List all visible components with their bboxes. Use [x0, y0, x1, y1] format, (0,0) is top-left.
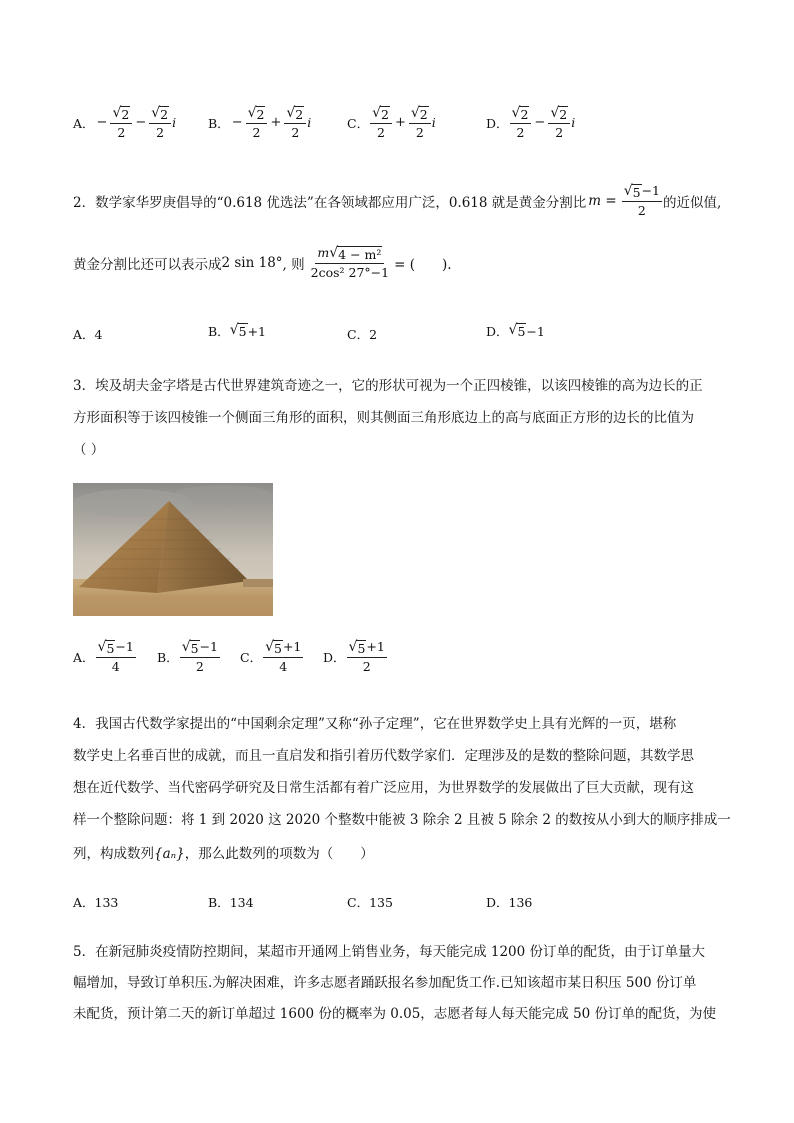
operator: − [534, 115, 546, 131]
q4-line-5: 列，构成数列{aₙ}，那么此数列的项数为（ ） [73, 846, 374, 862]
fraction: √ 2 2 [149, 106, 171, 140]
q3-line-2: 方形面积等于该四棱锥一个侧面三角形的面积，则其侧面三角形底边上的高与底面正方形的边长的比值为 [73, 410, 694, 426]
q2-line-1 [73, 184, 721, 218]
q1-option-d [486, 106, 575, 140]
q3-option-a: A． √ 5 −1 4 [73, 639, 134, 675]
q3-option-b: B． √ 5 −1 2 [157, 639, 218, 675]
sign: − [231, 115, 243, 131]
q2-option-a: A． 4 [73, 326, 103, 342]
sequence-symbol: {aₙ} [154, 846, 185, 862]
q1-option-c [347, 106, 436, 140]
q4-line-3: 想在近代数学、当代密码学研究及日常生活都有着广泛应用，为世界数学的发展做出了巨大贡献，现有这 [73, 780, 694, 796]
imag-unit: i [307, 115, 312, 131]
m-equals: m = [588, 192, 617, 209]
expression-fraction: m √ 4 − m² 2cos² 27°−1 [310, 245, 390, 281]
q2-option-d: D． √ 5 −1 [486, 322, 545, 340]
q1-option-a [73, 106, 176, 140]
q4-option-c: C． 135 [347, 894, 393, 910]
fraction: √ 2 2 [284, 106, 306, 140]
q2-option-b: B． √ 5 +1 [208, 322, 266, 340]
imag-unit: i [431, 115, 436, 131]
sign: − [96, 115, 108, 131]
q5-line-1: 5．在新冠肺炎疫情防控期间，某超市开通网上销售业务，每天能完成 1200 份订单的配货，由于订单量大 [73, 944, 706, 960]
q4-option-a: A． 133 [73, 894, 119, 910]
q4-line-1: 4．我国古代数学家提出的“中国剩余定理”又称“孙子定理”，它在世界数学史上具有光辉的一页，堪称 [73, 716, 677, 732]
pyramid-image [73, 483, 273, 616]
q2-line-2 [73, 246, 452, 280]
q2-text-tail: 的近似值, [663, 194, 722, 211]
fraction: √ 2 2 [510, 106, 532, 140]
q4-option-b: B． 134 [208, 894, 254, 910]
q2-text: 黄金分割比还可以表示成 [73, 256, 222, 273]
q2-text: 2．数学家华罗庚倡导的“0.618 优选法”在各领域都应用广泛，0.618 就是黄金分割比 [73, 194, 587, 211]
q4-line-4: 样一个整除问题：将 1 到 2020 这 2020 个整数中能被 3 除余 2 且被 5 除余 2 的数按从小到大的顺序排成一 [73, 812, 731, 828]
option-label: D． [486, 115, 509, 131]
fraction: √ 2 2 [110, 106, 132, 140]
q4-option-d: D． 136 [486, 894, 533, 910]
q2-option-c: C． 2 [347, 326, 378, 342]
imag-unit: i [172, 115, 177, 131]
operator: + [394, 115, 406, 131]
q3-line-3: （ ） [73, 442, 105, 458]
q2-text: , 则 [282, 256, 305, 273]
fraction: √ 2 2 [548, 106, 570, 140]
pyramid-photo [73, 483, 273, 616]
operator: − [135, 115, 147, 131]
q3-option-c: C． √ 5 +1 4 [240, 639, 302, 675]
q1-option-b [208, 106, 311, 140]
q5-line-3: 未配货，预计第二天的新订单超过 1600 份的概率为 0.05，志愿者每人每天能完成 50 份订单的配货，为使 [73, 1006, 717, 1022]
option-label: B． [208, 115, 230, 131]
option-label: A． [73, 115, 95, 131]
fraction: √ 2 2 [246, 106, 268, 140]
imag-unit: i [571, 115, 576, 131]
fraction: √ 2 2 [409, 106, 431, 140]
q3-line-1: 3．埃及胡夫金字塔是古代世界建筑奇迹之一，它的形状可视为一个正四棱锥，以该四棱锥的高为边长的正 [73, 378, 703, 394]
q4-line-2: 数学史上名垂百世的成就，而且一直启发和指引着历代数学家们．定理涉及的是数的整除问题，其数学思 [73, 748, 694, 764]
q5-line-2: 幅增加，导致订单积压.为解决困难，许多志愿者踊跃报名参加配货工作.已知该超市某日积压 500 份订单 [73, 975, 697, 991]
fraction: √ 2 2 [370, 106, 392, 140]
golden-ratio-fraction: √ 5 −1 2 [623, 183, 660, 219]
sin-expression: 2 sin 18° [221, 254, 283, 271]
q3-option-d: D． √ 5 +1 2 [323, 639, 385, 675]
answer-blank: = ( ). [394, 256, 452, 273]
option-label: C． [347, 115, 370, 131]
operator: + [270, 115, 282, 131]
